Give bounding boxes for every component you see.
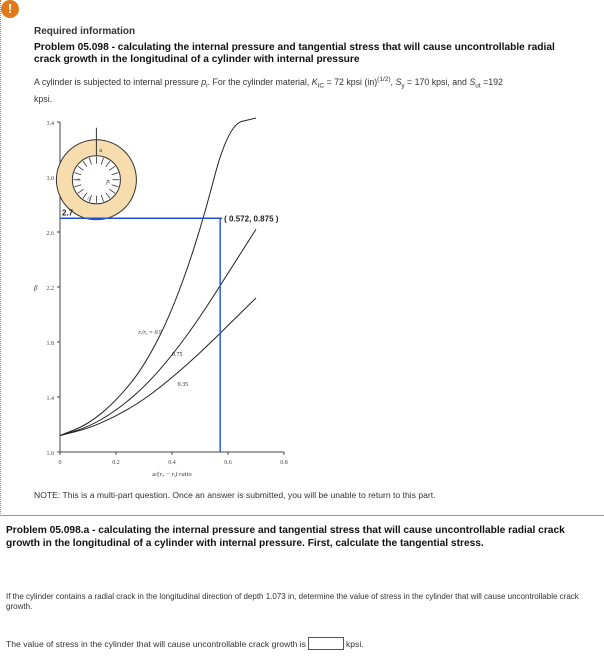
y-axis-label: β bbox=[34, 284, 38, 292]
x-axis-label: a/(rₒ − rᵢ) ratio bbox=[152, 471, 192, 478]
y-tick-label: 1.8 bbox=[46, 341, 54, 347]
cylinder-inset-diagram bbox=[56, 128, 136, 220]
y-tick-label: 3.4 bbox=[46, 121, 54, 127]
series-line-2 bbox=[60, 298, 256, 436]
inset-label-ri: rᵢ bbox=[77, 177, 81, 183]
beta-ratio-chart bbox=[34, 112, 304, 484]
problem-title: Problem 05.098 - calculating the internal pressure and tangential stress that will cause uncontrollable radial crack growth in the longitudinal of a cylinder with internal pressure bbox=[34, 42, 555, 65]
y-tick-label: 3.0 bbox=[46, 176, 54, 182]
inset-label-ro: rₒ bbox=[87, 196, 91, 202]
answer-unit: kpsi. bbox=[345, 638, 364, 649]
answer-prefix: The value of stress in the cylinder that will cause uncontrollable crack growth is bbox=[6, 638, 306, 649]
x-tick-label: 0.2 bbox=[112, 460, 120, 466]
required-info-label: Required information bbox=[34, 26, 136, 37]
x-tick-label: 0.8 bbox=[280, 460, 288, 466]
y-tick-label: 2.2 bbox=[46, 286, 54, 292]
inset-label-a: a bbox=[99, 147, 103, 154]
section-divider bbox=[0, 515, 604, 516]
point-coordinate-label: ( 0.572, 0.875 ) bbox=[224, 214, 279, 224]
x-tick-label: 0.4 bbox=[168, 460, 176, 466]
stress-answer-input[interactable] bbox=[308, 637, 344, 650]
alert-icon: ! bbox=[1, 0, 19, 18]
x-tick-label: 0 bbox=[58, 460, 62, 466]
multi-part-note: NOTE: This is a multi-part question. Once an answer is submitted, you will be unable to return to this part. bbox=[34, 490, 436, 500]
part-a-title: Problem 05.098.a - calculating the internal pressure and tangential stress that will cause uncontrollable radial crack growth in the longitudinal of a cylinder with internal pressure. First, calculate the tangential stress. bbox=[6, 525, 565, 549]
y-tick-label: 2.6 bbox=[46, 231, 54, 237]
y-tick-label: 1.0 bbox=[46, 451, 54, 457]
inset-label-pi: pᵢ bbox=[106, 178, 111, 185]
part-a-question: If the cylinder contains a radial crack in the longitudinal direction of depth 1.073 in, determine the value of stress in the cylinder that will cause uncontrollable crack growth. bbox=[6, 592, 579, 611]
answer-row bbox=[6, 637, 364, 650]
series-label-0.75: 0.75 bbox=[172, 351, 183, 358]
series-label-0.9: rᵢ/rₒ = 0.9 bbox=[138, 329, 162, 336]
y-tick-label: 1.4 bbox=[46, 396, 54, 402]
beta-value-label: 2.7 bbox=[62, 208, 74, 218]
series-label-0.35: 0.35 bbox=[177, 382, 189, 388]
x-tick-label: 0.6 bbox=[224, 460, 232, 466]
alert-side-bar bbox=[0, 0, 5, 516]
given-text: A cylinder is subjected to internal pressure $p_i$. For the cylinder material, $K_{IC} = 72$ kpsi (in)$^{(1/2)}$, $S_y = 170$ kpsi, and $S_{ut} =192$ kpsi. bbox=[34, 76, 503, 104]
